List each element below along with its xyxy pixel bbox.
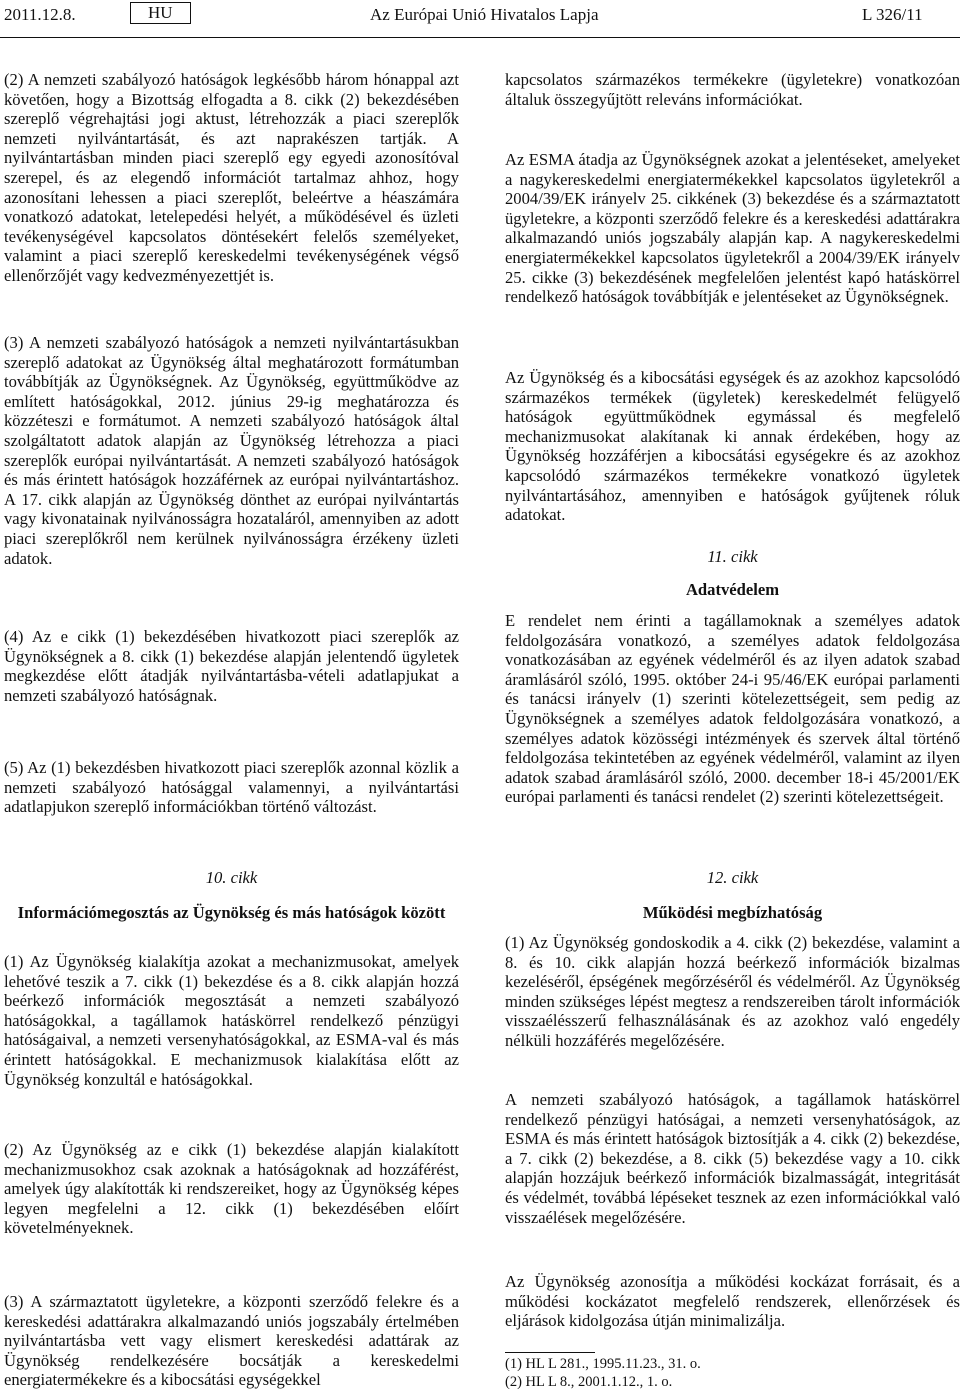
paragraph: (5) Az (1) bekezdésben hivatkozott piaci szereplők azonnal közlik a nemzeti szabályozó hatósággal valamennyi, a nyilvántartási adatlapjukon szereplő információkban történő változást. xyxy=(4,758,459,817)
article-title: Működési megbízhatóság xyxy=(642,903,823,922)
article-title: Adatvédelem xyxy=(685,580,780,599)
header-rule xyxy=(0,37,960,38)
page-reference: L 326/11 xyxy=(862,5,923,24)
paragraph: kapcsolatos származékos termékekre (ügyletekre) vonatkozóan általuk összegyűjtött releváns információkat. xyxy=(505,70,960,109)
article-number: 11. cikk xyxy=(707,547,758,566)
journal-title: Az Európai Unió Hivatalos Lapja xyxy=(370,5,599,24)
paragraph: (4) Az e cikk (1) bekezdésében hivatkozott piaci szereplők az Ügynökségnek a 8. cikk (1) bekezdése alapján jelentendő ügyletek megkezdése előtt átadják nyilvántartásba-vételi adatlapjukat a nemzeti szabályozó hatóságnak. xyxy=(4,627,459,705)
paragraph: Az Ügynökség és a kibocsátási egységek és az azokhoz kapcsolódó származékos termékek (ügyletek) kereskedelmét felügyelő hatóságok együttműködnek egymással és megfelelő mechanizmusokat alakítanak ki annak érdekében, hogy az Ügynökség hozzáférjen a kibocsátási egységekre és az azokhoz kapcsolódó származékos termékekre vonatkozó ügyletek nyilvántartásához, amennyiben e hatóságok gyűjtenek róluk adatokat. xyxy=(505,368,960,525)
footnote: (2) HL L 8., 2001.1.12., 1. o. xyxy=(505,1374,673,1390)
paragraph: (2) Az Ügynökség az e cikk (1) bekezdése alapján kialakított mechanizmusokhoz csak azoknak a hatóságoknak ad hozzáférést, amelyek úgy alakították ki rendszereiket, hogy az Ügynökség képes legyen megfelelni a 12. cikk (1) bekezdésében előírt követelményeknek. xyxy=(4,1140,459,1238)
paragraph: Az Ügynökség azonosítja a működési kockázat forrásait, és a működési kockázatot megfelelő rendszerek, ellenőrzések és eljárások kidolgozása útján minimalizálja. xyxy=(505,1272,960,1331)
language-code: HU xyxy=(130,2,191,24)
page-header xyxy=(0,0,960,40)
article-number: 10. cikk xyxy=(205,868,258,887)
paragraph: (3) A nemzeti szabályozó hatóságok a nemzeti nyilvántartásukban szereplő adatokat az Ügynökség által meghatározott formátumban továbbítják az Ügynökségnek. Az Ügynökség, együttműködve az említett hatóságokkal, 2012. június 29-ig meghatározza és közzéteszi e formátumot. A nemzeti szabályozó hatóságok által szolgáltatott adatok alapján az Ügynökség létrehozza a piaci szereplők európai nyilvántartását. A nemzeti szabályozó hatóságok és más érintett hatóságok hozzáférnek az európai nyilvántartáshoz. A 17. cikk alapján az Ügynökség dönthet az európai nyilvántartás vagy kivonatainak nyilvánosságra hozataláról, amennyiben az adott piaci szereplőkről nem kerülnek nyilvánosságra érzékeny üzleti adatok. xyxy=(4,333,459,568)
paragraph: E rendelet nem érinti a tagállamoknak a személyes adatok feldolgozására vonatkozó, a személyes adatok feldolgozása vonatkozásában az egyének védelméről és az ilyen adatok szabad áramlásáról szóló, 1995. október 24-i 95/46/EK európai parlamenti és tanácsi irányelv (1) szerinti kötelezettségeit, sem pedig az Ügynökségnek a személyes adatok feldolgozására vonatkozó, a személyes adatok közösségi intézmények és szervek által történő feldolgozása tekintetében az egyének védelméről, valamint az ilyen adatok szabad áramlásáról szóló, 2000. december 18-i 45/2001/EK európai parlamenti és tanácsi rendelet (2) szerinti kötelezettségeit. xyxy=(505,611,960,807)
paragraph: (1) Az Ügynökség gondoskodik a 4. cikk (2) bekezdése, valamint a 8. és 10. cikk alapján hozzá beérkező információk bizalmas kezeléséről, épségének megőrzéséről és védelméről. Az Ügynökség minden szükséges lépést megtesz a rendszereiben tárolt információk visszaélésszerű felhasználásának és az azokhoz való engedély nélküli hozzáférés megelőzésére. xyxy=(505,933,960,1050)
paragraph: Az ESMA átadja az Ügynökségnek azokat a jelentéseket, amelyeket a nagykereskedelmi energiatermékekkel kapcsolatos ügyletekről a 2004/39/EK irányelv 25. cikkének (3) bekezdése és a származtatott ügyletekre, a központi szerződő felekre és a kereskedési adattárakra alkalmazandó uniós jogszabály alapján kap. A nagykereskedelmi energiatermékekkel kapcsolatos ügyletekről a 2004/39/EK irányelv 25. cikke (3) bekezdésének megfelelően jelentést kapó hatáskörrel rendelkező hatóságok továbbítják e jelentéseket az Ügynökségnek. xyxy=(505,150,960,307)
paragraph: A nemzeti szabályozó hatóságok, a tagállamok hatáskörrel rendelkező pénzügyi hatóságai, a nemzeti versenyhatóságok, az ESMA és más érintett hatóságok biztosítják a 4. cikk (2) bekezdése, a 7. cikk (2) bekezdése, a 8. cikk (5) bekezdése vagy a 10. cikk alapján hozzájuk beérkező információk bizalmasságát, integritását és védelmét, továbbá lépéseket tesznek az ezen információkkal való visszaélések megelőzésére. xyxy=(505,1090,960,1227)
article-title: Információmegosztás az Ügynökség és más hatóságok között xyxy=(17,903,446,922)
paragraph: (1) Az Ügynökség kialakítja azokat a mechanizmusokat, amelyek lehetővé teszik a 7. cikk (1) bekezdése és a 8. cikk alapján hozzá beérkező információk megosztását a nemzeti szabályozó hatóságokkal, a tagállamok hatáskörrel rendelkező pénzügyi hatóságaival, a nemzeti versenyhatóságokkal, az ESMA-val és más érintett hatóságokkal. E mechanizmusok kialakítása előtt az Ügynökség konzultál e hatóságokkal. xyxy=(4,952,459,1089)
publication-date: 2011.12.8. xyxy=(4,5,76,24)
paragraph: (2) A nemzeti szabályozó hatóságok legkésőbb három hónappal azt követően, hogy a Bizottság elfogadta a 8. cikk (2) bekezdésében szereplő végrehajtási jogi aktust, létrehozzák a piaci szereplők nemzeti nyilvántartását, és azt naprakészen tartják. A nyilvántartásban minden piaci szereplő egy egyedi azonosítóval szerepel, és az elegendő információt tartalmaz ahhoz, hogy azonosítani lehessen a piaci szereplőt, beleértve a héaszámára vonatkozó adatokat, letelepedési helyét, a működésével és üzleti tevékenységével kapcsolatos döntésekért felelős személyeket, valamint a piaci szereplő kereskedelmi tevékenységének végső ellenőrzőjét vagy kedvezményezettjét is. xyxy=(4,70,459,285)
article-number: 12. cikk xyxy=(706,868,759,887)
footnote: (1) HL L 281., 1995.11.23., 31. o. xyxy=(505,1356,701,1372)
paragraph: (3) A származtatott ügyletekre, a központi szerződő felekre és a kereskedési adattárakra alkalmazandó uniós jogszabály értelmében nyilvántartásba vett vagy elismert kereskedési adattárak az Ügynökség rendelkezésére bocsátják a kereskedelmi energiatermékekre és a kibocsátási egységekkel xyxy=(4,1292,459,1390)
footnote-rule xyxy=(505,1352,595,1353)
